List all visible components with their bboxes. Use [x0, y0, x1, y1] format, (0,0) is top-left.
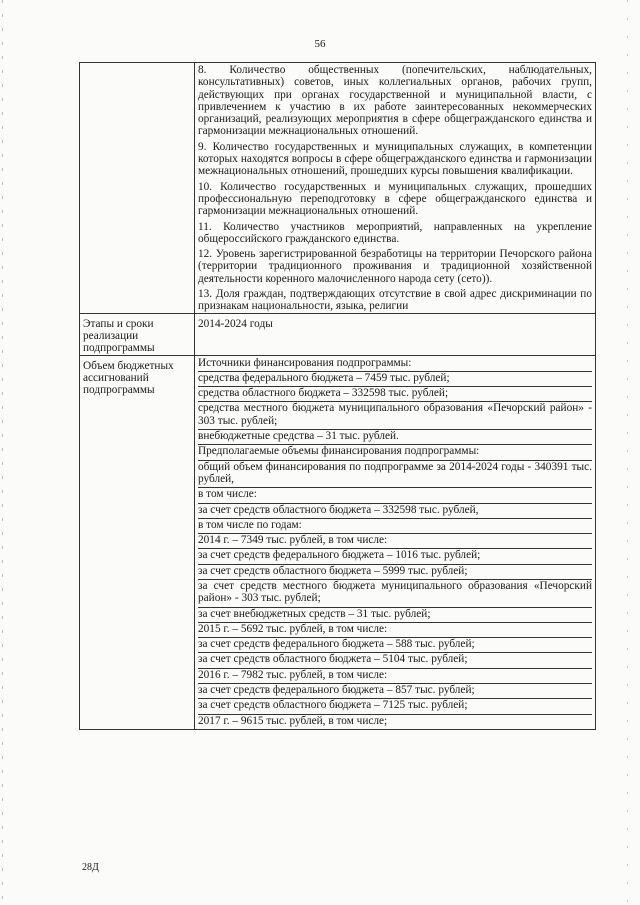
indicators-cell: [195, 63, 596, 314]
budget-line: 2014 г. – 7349 тыс. рублей, в том числе:: [198, 534, 592, 549]
indicator-item-10: 10. Количество государственных и муниципальных служащих, прошедших профессиональную переподготовку в сфере общегражданского единства и гармонизации межнациональных отношений.: [198, 180, 592, 218]
stages-label: [80, 313, 195, 355]
budget-line: Источники финансирования подпрограммы:: [198, 357, 592, 372]
budget-line: за счет средств федерального бюджета – 1016 тыс. рублей;: [198, 549, 592, 564]
budget-line: за счет средств областного бюджета – 7125 тыс. рублей;: [198, 699, 592, 714]
indicators-left-cell: [80, 63, 195, 314]
indicator-item-12: 12. Уровень зарегистрированной безработицы на территории Печорского района (территории традиционного проживания и традиционной хозяйственной деятельности коренного малочисленного народа сету (сето)).: [198, 248, 592, 285]
indicator-item-9: 9. Количество государственных и муниципальных служащих, в компетенции которых находятся вопросы в сфере общегражданского единства и гармонизации межнациональных отношений, прошедших курсы повышения квалификации.: [198, 140, 592, 178]
scan-edge-left: [2, 0, 3, 905]
stages-value-text: 2014-2024 годы: [198, 317, 273, 330]
budget-line: общий объем финансирования по подпрограмме за 2014-2024 годы - 340391 тыс. рублей,: [198, 461, 592, 489]
budget-line: за счет средств областного бюджета – 5999 тыс. рублей;: [198, 565, 592, 580]
budget-line: за счет средств областного бюджета – 332598 тыс. рублей,: [198, 504, 592, 519]
budget-line: в том числе:: [198, 488, 592, 503]
passport-table: [79, 62, 596, 730]
budget-line: 2016 г. – 7982 тыс. рублей, в том числе:: [198, 669, 592, 684]
scan-edge-right: [627, 0, 628, 905]
stages-value: [195, 313, 596, 355]
budget-label: [80, 355, 195, 729]
indicator-item-8: 8. Количество общественных (попечительских, наблюдательных, консультативных) советов, иных коллегиальных органов, рабочих групп, действующих при органах государственной и муниципальной власти, с привлечением к участию в их работе заинтересованных некоммерческих организаций, реализующих мероприятия в сфере общегражданского единства и гармонизации межнациональных отношений.: [198, 64, 592, 138]
budget-line: средства областного бюджета – 332598 тыс. рублей;: [198, 387, 592, 402]
budget-label-text: Объем бюджетных ассигнований подпрограммы: [83, 359, 174, 397]
document-stamp: 28Д: [82, 862, 99, 873]
page-number: 56: [314, 38, 326, 50]
table-row-indicators: [80, 63, 596, 314]
table-row-stages: [80, 313, 596, 355]
budget-cell: [195, 355, 596, 729]
budget-line: за счет средств федерального бюджета – 857 тыс. рублей;: [198, 684, 592, 699]
stages-label-text: Этапы и сроки реализации подпрограммы: [83, 317, 155, 355]
budget-line: в том числе по годам:: [198, 519, 592, 534]
budget-line: за счет внебюджетных средств – 31 тыс. рублей;: [198, 608, 592, 623]
budget-line: 2017 г. – 9615 тыс. рублей, в том числе;: [198, 714, 388, 727]
indicator-item-11: 11. Количество участников мероприятий, направленных на укрепление общероссийского гражданского единства.: [198, 220, 592, 245]
budget-line: за счет средств федерального бюджета – 588 тыс. рублей;: [198, 638, 592, 653]
budget-line: 2015 г. – 5692 тыс. рублей, в том числе:: [198, 623, 592, 638]
budget-line: внебюджетные средства – 31 тыс. рублей.: [198, 430, 592, 445]
budget-line: средства местного бюджета муниципального образования «Печорский район» - 303 тыс. рублей;: [198, 402, 592, 430]
indicator-item-13: 13. Доля граждан, подтверждающих отсутствие в свой адрес дискриминации по признакам национальности, языка, религии: [198, 288, 592, 313]
table-row-budget: [80, 355, 596, 729]
budget-line: за счет средств областного бюджета – 5104 тыс. рублей;: [198, 653, 592, 668]
budget-line: Предполагаемые объемы финансирования подпрограммы:: [198, 445, 592, 460]
budget-line: за счет средств местного бюджета муниципального образования «Печорский район» - 303 тыс. рублей;: [198, 580, 592, 608]
budget-line: средства федерального бюджета – 7459 тыс. рублей;: [198, 372, 592, 387]
